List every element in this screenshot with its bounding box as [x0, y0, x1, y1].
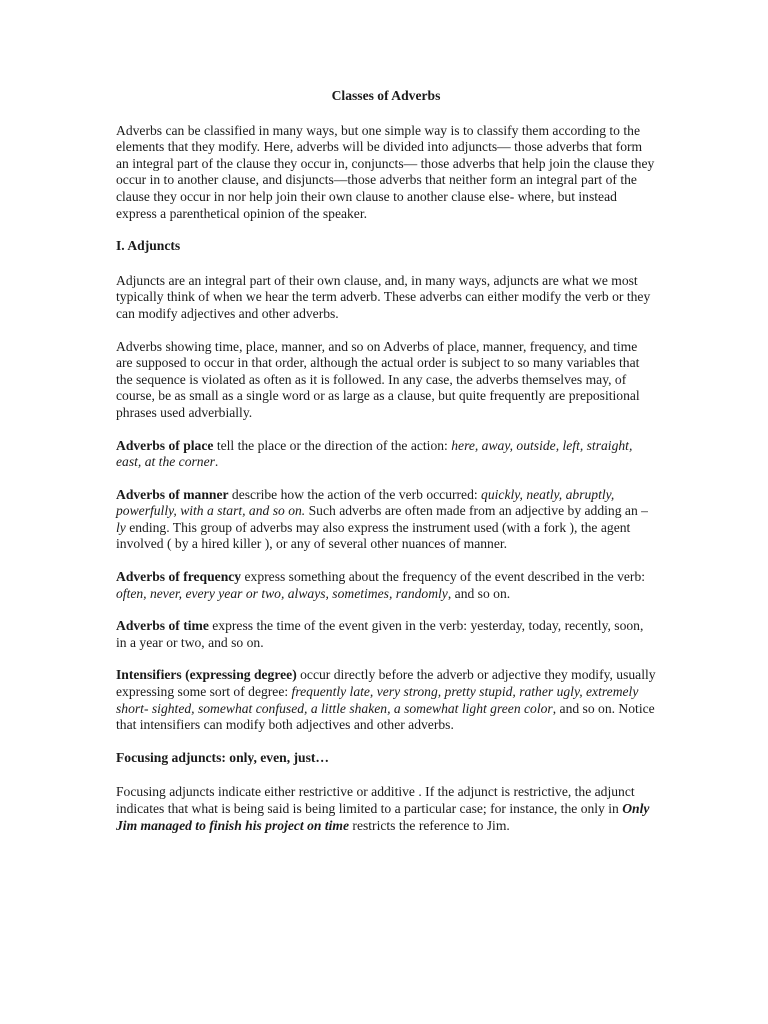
intensifiers-paragraph — [116, 667, 656, 733]
time-paragraph — [116, 618, 656, 651]
intensifiers-text-1: occur directly before the adverb or adjective they modify, usually expressing some sort of degree: — [116, 667, 656, 700]
adjuncts-paragraph-1: Adjuncts are an integral part of their own clause, and, in many ways, adjuncts are what we most typically think of when we hear the term adverb. These adverbs can either modify the verb or they can modify adjectives and other adverbs. — [116, 272, 651, 321]
document-body — [116, 88, 656, 850]
section-heading-adjuncts: I. Adjuncts — [116, 238, 181, 254]
manner-text-1: describe how the action of the verb occurred: — [228, 486, 482, 502]
section-heading-focusing: Focusing adjuncts: only, even, just… — [116, 749, 329, 765]
frequency-term: Adverbs of frequency — [116, 569, 242, 585]
place-term: Adverbs of place — [116, 437, 214, 453]
manner-term: Adverbs of manner — [116, 486, 229, 502]
adjuncts-paragraph-2: Adverbs showing time, place, manner, and so on Adverbs of place, manner, frequency, and time are supposed to occur in that order, although the actual order is subject to so many variables that the sequence is violated as often as it is followed. In any case, the adverbs themselves may, of course, be as small as a single word or as large as a clause, but quite frequently are prepositional phrases used adverbially. — [116, 338, 640, 420]
frequency-examples: often, never, every year or two, always, sometimes, randomly — [116, 585, 448, 601]
manner-examples: quickly, neatly, abruptly, powerfully, with a start, and so on. — [116, 486, 615, 519]
focusing-paragraph — [116, 784, 656, 834]
frequency-text-1: express something about the frequency of the event described in the verb: — [241, 569, 646, 585]
place-paragraph — [116, 438, 656, 471]
manner-paragraph — [116, 487, 656, 553]
place-examples: here, away, outside, left, straight, east, at the corner — [116, 437, 633, 470]
frequency-paragraph — [116, 569, 656, 602]
focusing-example: Only Jim managed to finish his project on time — [116, 801, 650, 833]
intensifiers-examples: frequently late, very strong, pretty stupid, rather ugly, extremely short- sighted, somewhat confused, a little shaken, a somewhat light green color — [116, 684, 639, 716]
place-end: . — [214, 454, 219, 470]
time-text: express the time of the event given in the verb: yesterday, today, recently, soon, in a year or two, and so on. — [116, 618, 644, 650]
time-term: Adverbs of time — [116, 618, 209, 634]
intensifiers-term: Intensifiers (expressing degree) — [116, 667, 297, 683]
focusing-text-1: Focusing adjuncts indicate either restrictive or additive . If the adjunct is restrictive, the adjunct indicates that what is being said is being limited to a particular case; for instance, the only in — [116, 784, 635, 816]
page-title: Classes of Adverbs — [331, 88, 441, 103]
manner-text-2: Such adverbs are often made from an adjective by adding an — [305, 503, 642, 519]
intensifiers-text-2: , and so on. Notice that intensifiers can modify both adjectives and other adverbs. — [116, 700, 655, 733]
manner-suffix: –ly — [116, 503, 648, 535]
manner-text-3: ending. This group of adverbs may also express the instrument used (with a fork ), the agent involved ( by a hired killer ), or any of several other nuances of manner. — [116, 519, 631, 552]
frequency-text-2: , and so on. — [447, 585, 511, 601]
intro-paragraph: Adverbs can be classified in many ways, but one simple way is to classify them according to the elements that they modify. Here, adverbs will be divided into adjuncts— those adverbs that form an integral part of the clause they occur in, conjuncts— those adverbs that help join the clause they occur in to another clause, and disjuncts—those adverbs that neither form an integral part of the clause they occur in nor help join their own clause to another clause else- where, but instead express a parenthetical opinion of the speaker. — [116, 122, 655, 221]
place-text: tell the place or the direction of the action: — [213, 437, 452, 453]
focusing-text-2: restricts the reference to Jim. — [349, 817, 510, 833]
